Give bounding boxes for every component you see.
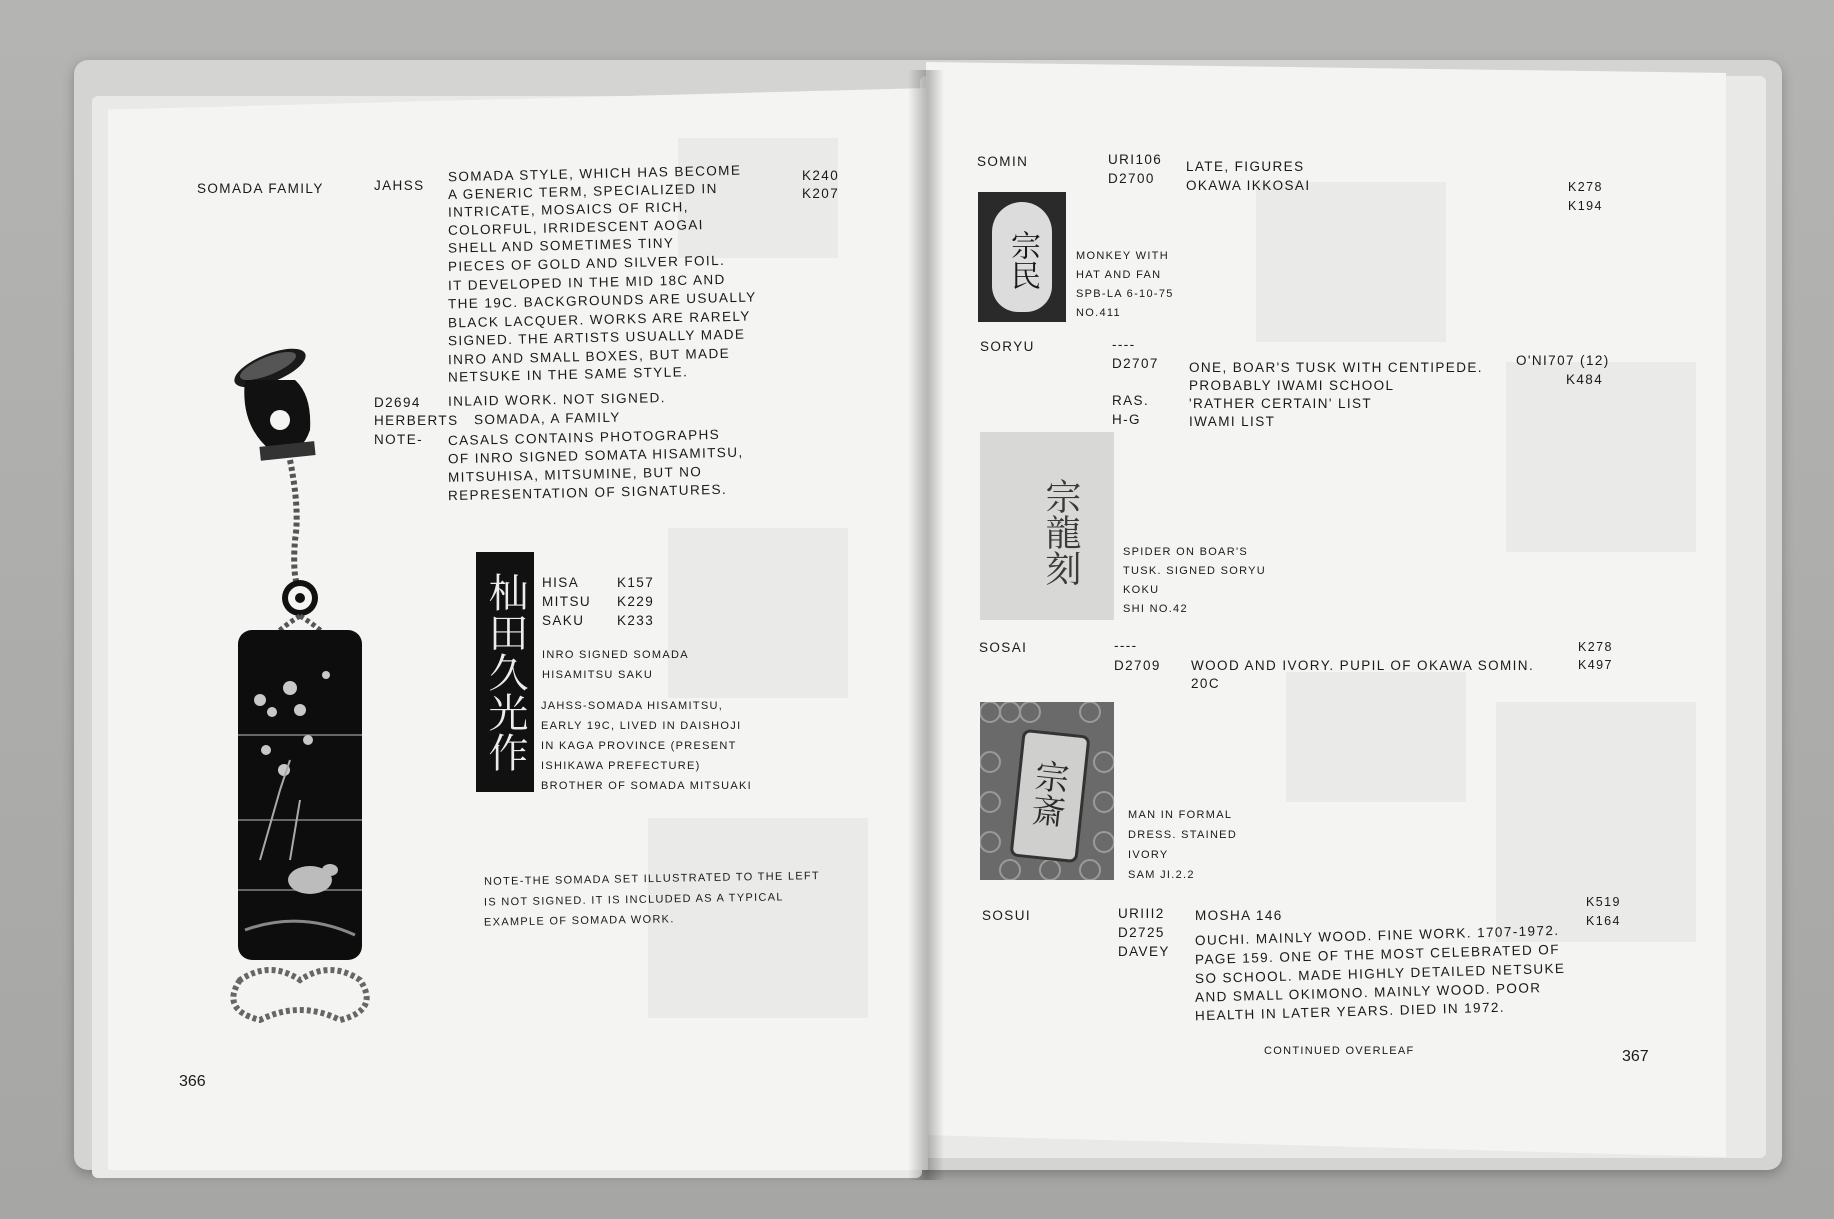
jahss-caption: IN KAGA PROVINCE (PRESENT [541, 740, 737, 752]
entry-text: IWAMI LIST [1189, 414, 1276, 429]
catalog-code: O'NI707 (12) [1516, 353, 1610, 368]
continued-overleaf: CONTINUED OVERLEAF [1264, 1045, 1415, 1057]
entry-text: MOSHA 146 [1195, 908, 1283, 923]
photo-caption: MAN IN FORMAL [1128, 809, 1233, 821]
note-line: REPRESENTATION OF SIGNATURES. [447, 481, 728, 504]
catalog-code: K278 [1578, 640, 1613, 654]
sosai-seal-photo [980, 702, 1114, 880]
photo-caption: SHI NO.42 [1123, 603, 1188, 615]
catalog-code: K484 [1566, 372, 1604, 387]
entry-text: ONE, BOAR'S TUSK WITH CENTIPEDE. [1189, 360, 1483, 375]
reference-label: URIII2 [1118, 906, 1165, 921]
bleed-through-shadow [1256, 182, 1446, 342]
body-line: BLACK LACQUER. WORKS ARE RARELY [447, 308, 751, 331]
photo-caption: KOKU [1123, 584, 1160, 596]
inro-illustration [200, 340, 460, 1030]
note-line: OF INRO SIGNED SOMATA HISAMITSU, [447, 444, 744, 467]
sig-reading-name: SAKU [542, 613, 585, 628]
body-line: SIGNED. THE ARTISTS USUALLY MADE [447, 326, 746, 349]
entry-text: WOOD AND IVORY. PUPIL OF OKAWA SOMIN. [1191, 658, 1535, 673]
signature-photo [476, 552, 534, 792]
note-label: NOTE- [374, 432, 423, 447]
reference-label: HERBERTS [374, 413, 459, 428]
entry-text: OUCHI. MAINLY WOOD. FINE WORK. 1707-1972. [1194, 922, 1560, 949]
reference-label: D2694 [374, 395, 421, 410]
photo-caption: MONKEY WITH [1076, 250, 1169, 262]
page-number-left: 366 [179, 1073, 206, 1090]
reference-label: D2700 [1108, 171, 1155, 186]
entry-text: LATE, FIGURES [1186, 159, 1305, 174]
jahss-caption: ISHIKAWA PREFECTURE) [541, 760, 701, 772]
bottom-note: NOTE-THE SOMADA SET ILLUSTRATED TO THE LEFT [483, 870, 821, 888]
inro-caption: HISAMITSU SAKU [542, 669, 654, 681]
body-line: PIECES OF GOLD AND SILVER FOIL. [447, 252, 726, 275]
entry-name-soryu: SORYU [980, 339, 1035, 354]
body-line: SHELL AND SOMETIMES TINY [447, 235, 675, 256]
sig-reading-code: K157 [617, 575, 655, 590]
reference-label: H-G [1112, 412, 1141, 427]
entry-text: HEALTH IN LATER YEARS. DIED IN 1972. [1194, 999, 1506, 1024]
body-line: THE 19C. BACKGROUNDS ARE USUALLY [447, 289, 757, 312]
photo-caption: IVORY [1128, 849, 1169, 861]
photo-caption: SPIDER ON BOAR'S [1123, 546, 1248, 558]
bleed-through-shadow [1286, 672, 1466, 802]
entry-dash: ---- [1114, 638, 1138, 653]
reference-label: D2707 [1112, 356, 1159, 371]
sig-reading-code: K233 [617, 613, 655, 628]
inro-caption: INRO SIGNED SOMADA [542, 649, 689, 661]
jahss-caption: EARLY 19C, LIVED IN DAISHOJI [541, 720, 742, 732]
photo-caption: SPB-LA 6-10-75 [1076, 288, 1174, 300]
catalog-code: K278 [1568, 180, 1603, 194]
reference-source: JAHSS [374, 178, 425, 193]
entry-text: 'RATHER CERTAIN' LIST [1189, 396, 1373, 411]
catalog-code: K497 [1578, 658, 1613, 672]
reference-label: D2725 [1118, 925, 1165, 940]
entry-text: PAGE 159. ONE OF THE MOST CELEBRATED OF [1194, 941, 1561, 968]
entry-dash: ---- [1112, 337, 1136, 352]
note-line: CASALS CONTAINS PHOTOGRAPHS [447, 426, 721, 449]
bottom-note: EXAMPLE OF SOMADA WORK. [483, 913, 675, 929]
reference-label: URI106 [1108, 152, 1163, 167]
seal-characters: 宗民 [1005, 230, 1040, 290]
jahss-caption: JAHSS-SOMADA HISAMITSU, [541, 700, 724, 712]
signature-characters: 宗龍刻 [1040, 478, 1081, 586]
body-line: A GENERIC TERM, SPECIALIZED IN [447, 180, 718, 203]
entry-text: 20C [1191, 676, 1220, 691]
seal-characters: 宗斎 [1023, 757, 1071, 829]
body-line: INRO AND SMALL BOXES, BUT MADE [447, 345, 731, 368]
entry-text: OKAWA IKKOSAI [1186, 178, 1311, 193]
reference-label: D2709 [1114, 658, 1161, 673]
somin-seal-photo [978, 192, 1066, 322]
catalog-code: K164 [1586, 914, 1621, 928]
body-line: COLORFUL, IRRIDESCENT AOGAI [447, 217, 704, 238]
entry-heading: SOMADA FAMILY [197, 181, 324, 196]
entry-name-somin: SOMIN [977, 154, 1029, 169]
page-number-right: 367 [1622, 1048, 1649, 1065]
reference-text: SOMADA, A FAMILY [473, 409, 621, 428]
jahss-caption: BROTHER OF SOMADA MITSUAKI [541, 780, 753, 792]
catalog-code: K240 [802, 168, 840, 183]
body-line: NETSUKE IN THE SAME STYLE. [447, 364, 689, 385]
photo-caption: HAT AND FAN [1076, 269, 1162, 281]
sig-reading-name: MITSU [542, 594, 591, 609]
body-line: IT DEVELOPED IN THE MID 18C AND [447, 271, 726, 294]
sig-reading-code: K229 [617, 594, 655, 609]
entry-name-sosai: SOSAI [979, 640, 1028, 655]
sig-reading-name: HISA [542, 575, 580, 590]
book-gutter-shadow [908, 70, 944, 1180]
bottom-note: IS NOT SIGNED. IT IS INCLUDED AS A TYPICAL [483, 891, 784, 909]
reference-text: INLAID WORK. NOT SIGNED. [447, 390, 666, 409]
entry-name-sosui: SOSUI [982, 908, 1032, 923]
photo-caption: DRESS. STAINED [1128, 829, 1238, 841]
note-line: MITSUHISA, MITSUMINE, BUT NO [447, 464, 703, 485]
photo-caption: TUSK. SIGNED SORYU [1123, 565, 1266, 577]
catalog-code: K519 [1586, 895, 1621, 909]
bleed-through-shadow [1506, 362, 1696, 552]
catalog-code: K194 [1568, 199, 1603, 213]
bleed-through-shadow [668, 528, 848, 698]
entry-text: PROBABLY IWAMI SCHOOL [1189, 378, 1395, 393]
body-line: SOMADA STYLE, WHICH HAS BECOME [447, 162, 742, 185]
photo-caption: NO.411 [1076, 307, 1121, 319]
soryu-signature-photo [980, 432, 1114, 620]
bleed-through-shadow [648, 818, 868, 1018]
inro-photo [200, 340, 460, 1030]
reference-label: DAVEY [1118, 944, 1170, 959]
entry-text: AND SMALL OKIMONO. MAINLY WOOD. POOR [1194, 980, 1542, 1005]
signature-characters: 杣田久光作 [482, 572, 528, 772]
body-line: INTRICATE, MOSAICS OF RICH, [447, 199, 689, 220]
entry-text: SO SCHOOL. MADE HIGHLY DETAILED NETSUKE [1194, 960, 1566, 987]
photo-caption: SAM JI.2.2 [1128, 869, 1195, 881]
catalog-code: K207 [802, 186, 840, 201]
reference-label: RAS. [1112, 393, 1150, 408]
